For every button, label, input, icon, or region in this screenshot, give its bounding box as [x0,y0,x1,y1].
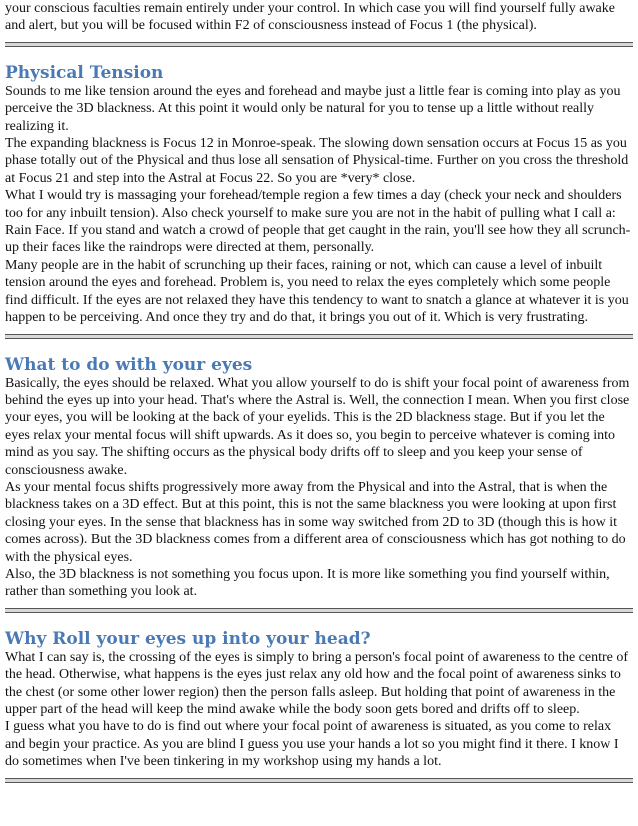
section-body-physical-tension [5,83,633,327]
section-body-what-to-do-with-your-eyes [5,375,633,601]
section-heading-physical-tension: Physical Tension [5,62,164,83]
paragraph: I guess what you have to do is find out where your focal point of awareness is situated, as you come to relax and begin your practice. As you are blind I guess you use your hands a lot so you might find it there. I know I do sometimes when I've been tinkering in my workshop using my hands a lot. [5,719,619,770]
document-page [5,0,633,783]
paragraph: Also, the 3D blackness is not something you focus upon. It is more like something you find yourself within, rather than something you look at. [5,566,610,600]
paragraph: As your mental focus shifts progressively more away from the Physical and into the Astral, that is when the blackness takes on a 3D effect. But at this point, this is not the same blackness you were looking at upon first closing your eyes. In the sense that blackness has in some way switched from 2D to 3D (though this is how it comes across). But the 3D blackness comes from a different area of consciousness which has got nothing to do with the physical eyes. [5,479,626,565]
intro-paragraph: your conscious faculties remain entirely under your control. In which case you will find yourself fully awake and alert, but you will be focused within F2 of consciousness instead of Focus 1 (the physical). [5,1,615,34]
paragraph: Sounds to me like tension around the eyes and forehead and maybe just a little fear is coming into play as you perceive the 3D blackness. At this point it would only be natural for you to tense up a little without really realizing it. [5,83,621,134]
section-divider [5,778,633,783]
section-heading-what-to-do-with-your-eyes: What to do with your eyes [5,354,253,375]
paragraph: What I would try is massaging your forehead/temple region a few times a day (check your neck and shoulders too for any inbuilt tension). Also check yourself to make sure you are not in the habit of pulling what I call a: Rain Face. If you stand and watch a crowd of people that get caught in the rain, you'll see how they all scrunch-up their faces like the raindrops were directed at them, personally. [5,188,631,256]
paragraph: The expanding blackness is Focus 12 in Monroe-speak. The slowing down sensation occurs at Focus 15 as you phase totally out of the Physical and thus lose all sensation of Physical-time. Further on you cross the threshold at Focus 21 and step into the Astral at Focus 22. So you are *very* close. [5,136,629,186]
paragraph: What I can say is, the crossing of the eyes is simply to bring a person's focal point of awareness to the centre of the head. Otherwise, what happens is the eyes just relax any old how and the focal point of awareness sinks to the chest (or some other lower region) then the person falls asleep. But holding that point of awareness in the upper part of the head will keep the mind awake while the body soon gets bored and drifts off to sleep. [5,649,629,717]
section-body-why-roll-your-eyes [5,649,633,771]
section-heading-why-roll-your-eyes: Why Roll your eyes up into your head? [5,628,371,649]
paragraph: Basically, the eyes should be relaxed. What you allow yourself to do is shift your focal point of awareness from behind the eyes up into your head. That's where the Astral is. Well, the connection I mean. When you first close your eyes, you will be looking at the back of your eyelids. This is the 2D blackness stage. But if you let the eyes relax your mental focus will shift upwards. As it does so, you begin to perceive whatever is coming into mind as you say. The shifting occurs as the physical body drifts off to sleep and you keep your sense of consciousness awake. [5,375,630,478]
paragraph: Many people are in the habit of scrunching up their faces, raining or not, which can cause a level of inbuilt tension around the eyes and forehead. Problem is, you need to relax the eyes completely which some people find difficult. If the eyes are not relaxed they have this tendency to want to snatch a glance at whatever it is you happen to be perceiving. And once they try and do that, it brings you out of it. Which is very frustrating. [5,257,629,326]
